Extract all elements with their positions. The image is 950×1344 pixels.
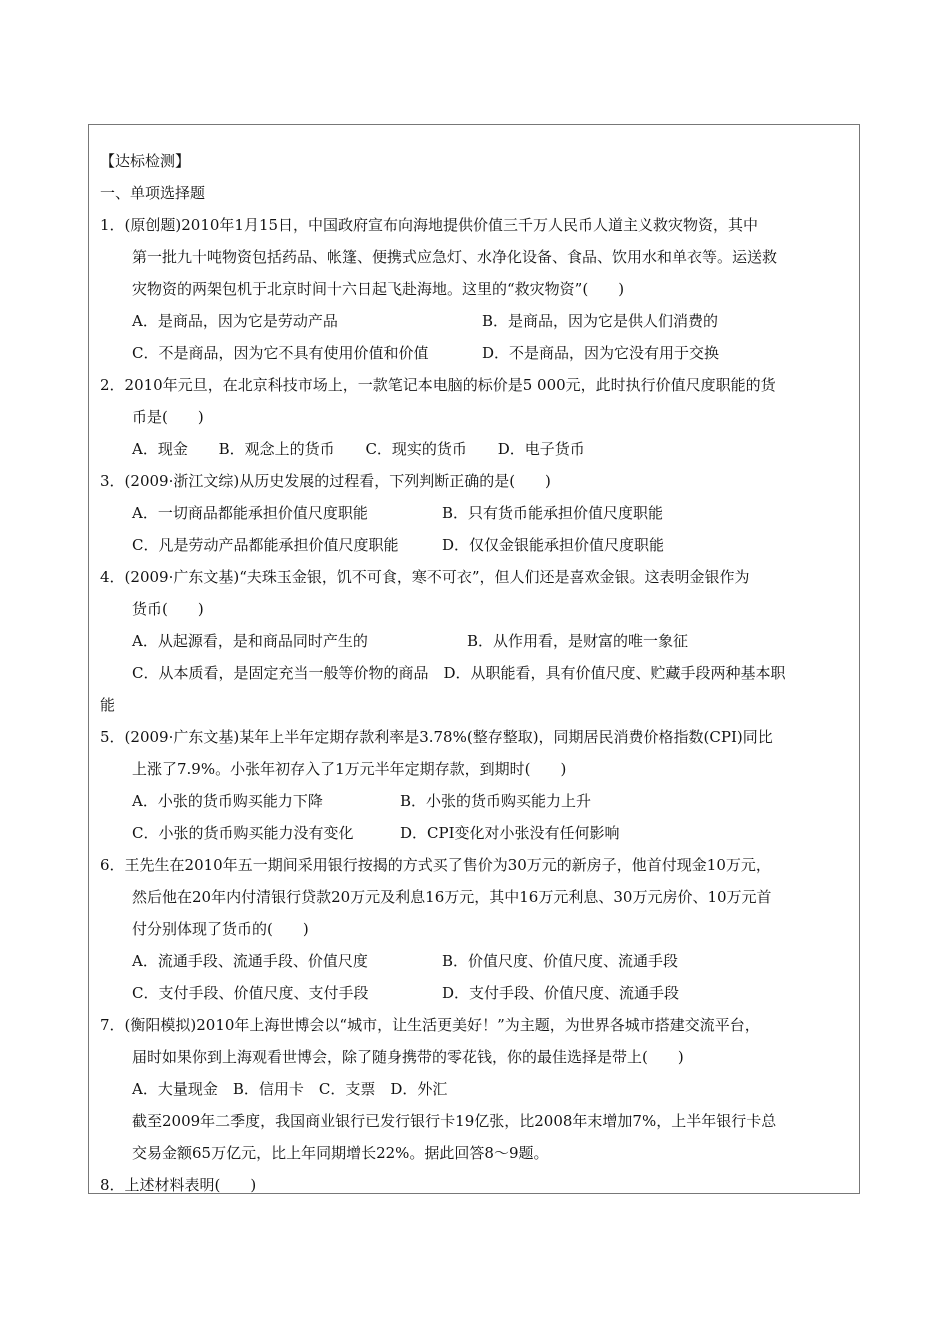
question-1-text-1: 1．(原创题)2010年1月15日，中国政府宣布向海地提供价值三千万人民币人道主义救灾物资，其中: [100, 216, 759, 234]
question-1-options-ab: [100, 305, 858, 337]
question-1-options-cd: [100, 337, 858, 369]
option-d: D．不是商品，因为它没有用于交换: [482, 344, 720, 362]
question-1-text-2: 第一批九十吨物资包括药品、帐篷、便携式应急灯、水净化设备、食品、饮用水和单衣等。运送救: [132, 248, 778, 266]
question-6-text-1: 6．王先生在2010年五一期间采用银行按揭的方式买了售价为30万元的新房子，他首付现金10万元，: [100, 856, 771, 874]
question-4-options-cd: C．从本质看，是固定充当一般等价物的商品 D．从职能看，具有价值尺度、贮藏手段两种基本职: [132, 664, 786, 682]
question-4-options-cd-wrap: 能: [100, 696, 116, 714]
option-a: A．流通手段、流通手段、价值尺度: [132, 952, 368, 970]
option-c: C．现实的货币: [365, 440, 467, 458]
question-6-options-cd: [100, 977, 858, 1009]
option-a: A．从起源看，是和商品同时产生的: [132, 632, 368, 650]
material-text-1: 截至2009年二季度，我国商业银行已发行银行卡19亿张，比2008年末增加7%，上半年银行卡总: [132, 1112, 777, 1130]
question-1: [100, 209, 858, 369]
question-5-text-1: 5．(2009·广东文基)某年上半年定期存款利率是3.78%(整存整取)，同期居民消费价格指数(CPI)同比: [100, 728, 773, 746]
question-7-text-2: 届时如果你到上海观看世博会，除了随身携带的零花钱，你的最佳选择是带上( ): [132, 1048, 684, 1066]
material-passage: [100, 1105, 858, 1169]
question-3: [100, 465, 858, 561]
question-8-text-1: 8．上述材料表明( ): [100, 1176, 257, 1194]
question-1-text-3: 灾物资的两架包机于北京时间十六日起飞赴海地。这里的“救灾物资”( ): [132, 280, 625, 298]
part-title: 一、单项选择题: [100, 184, 206, 202]
question-4-text-2: 货币( ): [132, 600, 204, 618]
question-7-text-1: 7．(衡阳模拟)2010年上海世博会以“城市，让生活更美好！”为主题，为世界各城市搭建交流平台，: [100, 1016, 760, 1034]
question-5-options-cd: [100, 817, 858, 849]
option-b: B．只有货币能承担价值尺度职能: [442, 504, 664, 522]
question-7: [100, 1009, 858, 1105]
option-b: B．是商品，因为它是供人们消费的: [482, 312, 719, 330]
question-6-text-2: 然后他在20年内付清银行贷款20万元及利息16万元，其中16万元利息、30万元房价、10万元首: [132, 888, 772, 906]
option-a: A．是商品，因为它是劳动产品: [132, 312, 338, 330]
option-a: A．小张的货币购买能力下降: [132, 792, 323, 810]
question-2-text-1: 2．2010年元旦，在北京科技市场上，一款笔记本电脑的标价是5 000元，此时执行价值尺度职能的货: [100, 376, 776, 394]
question-4-text-1: 4．(2009·广东文基)“夫珠玉金银，饥不可食，寒不可衣”，但人们还是喜欢金银。这表明金银作为: [100, 568, 750, 586]
question-3-text-1: 3．(2009·浙江文综)从历史发展的过程看，下列判断正确的是( ): [100, 472, 551, 490]
section-title: 【达标检测】: [100, 152, 191, 170]
option-c: C．不是商品，因为它不具有使用价值和价值: [132, 344, 429, 362]
option-d: D．CPI变化对小张没有任何影响: [400, 824, 620, 842]
question-5-text-2: 上涨了7.9%。小张年初存入了1万元半年定期存款，到期时( ): [132, 760, 567, 778]
question-2: [100, 369, 858, 465]
option-c: C．小张的货币购买能力没有变化: [132, 824, 354, 842]
question-3-options-cd: [100, 529, 858, 561]
question-4: [100, 561, 858, 721]
question-6-options-ab: [100, 945, 858, 977]
option-d: D．电子货币: [497, 440, 585, 458]
question-4-options-ab: [100, 625, 858, 657]
option-b: B．价值尺度、价值尺度、流通手段: [442, 952, 679, 970]
question-8: [100, 1169, 858, 1201]
document-content: [100, 145, 858, 1201]
option-d: D．支付手段、价值尺度、流通手段: [442, 984, 680, 1002]
option-a: A．现金: [132, 440, 188, 458]
question-5-options-ab: [100, 785, 858, 817]
question-3-options-ab: [100, 497, 858, 529]
option-a: A．一切商品都能承担价值尺度职能: [132, 504, 368, 522]
option-d: D．仅仅金银能承担价值尺度职能: [442, 536, 665, 554]
option-b: B．观念上的货币: [218, 440, 335, 458]
question-2-text-2: 币是( ): [132, 408, 204, 426]
option-b: B．小张的货币购买能力上升: [400, 792, 592, 810]
question-6-text-3: 付分别体现了货币的( ): [132, 920, 309, 938]
question-2-options: [100, 433, 858, 465]
option-b: B．从作用看，是财富的唯一象征: [467, 632, 689, 650]
option-c: C．凡是劳动产品都能承担价值尺度职能: [132, 536, 399, 554]
question-6: [100, 849, 858, 1009]
option-c: C．支付手段、价值尺度、支付手段: [132, 984, 369, 1002]
question-7-options: A．大量现金 B．信用卡 C．支票 D．外汇: [132, 1080, 448, 1098]
material-text-2: 交易金额65万亿元，比上年同期增长22%。据此回答8～9题。: [132, 1144, 549, 1162]
question-5: [100, 721, 858, 849]
